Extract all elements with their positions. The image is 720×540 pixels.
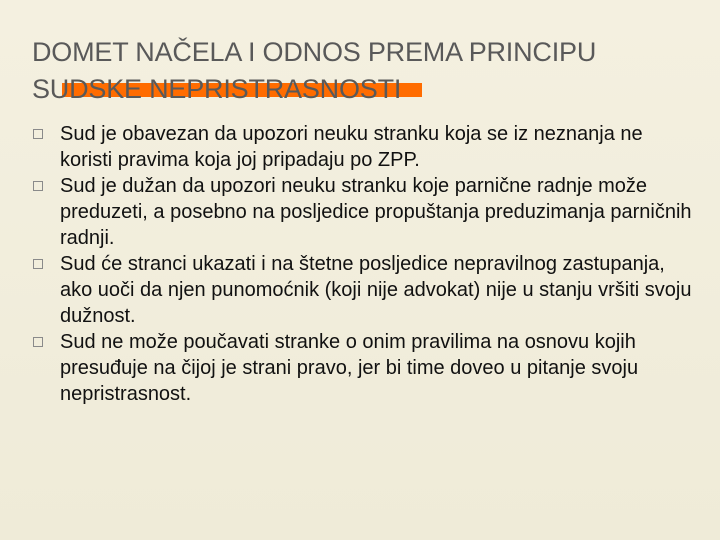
slide-title [32, 34, 692, 108]
square-bullet-icon [33, 259, 43, 269]
square-bullet-icon [33, 337, 43, 347]
bullet-text: Sud je dužan da upozori neuku stranku koje parnične radnje može preduzeti, a posebno na posljedice propuštanja preduzimanja parničnih radnji. [60, 175, 692, 249]
bullet-text: Sud je obavezan da upozori neuku stranku koja se iz neznanja ne koristi pravima koja joj pripadaju po ZPP. [60, 123, 643, 171]
bullet-text: Sud ne može poučavati stranke o onim pravilima na osnovu kojih presuđuje na čijoj je strani pravo, jer bi time doveo u pitanje svoju nepristrasnost. [60, 331, 639, 405]
title-line-2: SUDSKE NEPRISTRASNOSTI [32, 74, 402, 104]
square-bullet-icon [33, 129, 43, 139]
bullet-text: Sud će stranci ukazati i na štetne posljedice nepravilnog zastupanja, ako uoči da njen punomoćnik (koji nije advokat) nije u stanju vršiti svoju dužnost. [60, 253, 692, 327]
bullet-item [33, 329, 703, 407]
bullet-list [33, 121, 703, 407]
title-line-1: DOMET NAČELA I ODNOS PREMA PRINCIPU [32, 37, 597, 67]
bullet-item [33, 251, 703, 329]
square-bullet-icon [33, 181, 43, 191]
bullet-item [33, 121, 703, 173]
bullet-item [33, 173, 703, 251]
